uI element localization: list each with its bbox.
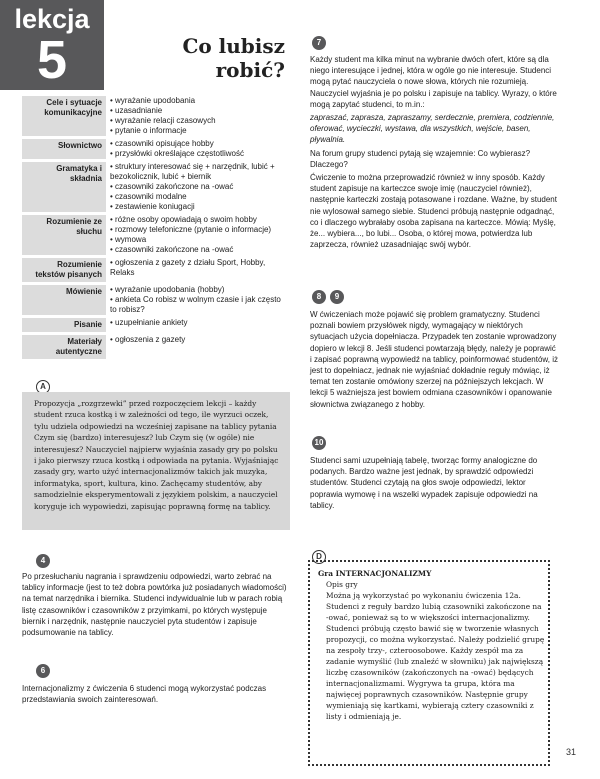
section-a-text: Propozycja „rozgrzewki” przed rozpoczęciem lekcji – każdy student rzuca kostką i w zależności od tego, ile wyrzuci oczek, tylu udziela odpowiedzi na wcześniej zapisane na tablicy pytania Czym się (bardzo) interesujesz? lub Czym się (w ogóle) nie interesujesz? Nauczyciel najpierw wyjaśnia zasady gry po polsku i jako pierwszy rzuca kostką i odpowiada na pytania. Wyjaśniając zasady gry, warto użyć internacjonalizmów takich jak muzyka, informatyka, sport, kultura, kino. Zachęcamy studentów, aby samodzielnie eksperymentowali z językiem polskim, a nauczyciel koryguje ich wypowiedzi, zapisując poprawną formę na tablicy. — [34, 399, 279, 511]
section-marker-10: 10 — [312, 436, 326, 450]
game-subtitle: Opis gry — [326, 580, 358, 589]
game-label: Gra — [318, 569, 333, 578]
objectives-item: • wyrażanie upodobania (hobby) — [110, 285, 284, 295]
objectives-row-label: Cele i sytuacje komunikacyjne — [22, 96, 106, 136]
objectives-item: • wyrażanie upodobania — [110, 96, 284, 106]
objectives-row-items — [106, 139, 284, 159]
objectives-item: • czasowniki zakończone na -ować — [110, 182, 284, 192]
objectives-item: • wyrażanie relacji czasowych — [110, 116, 284, 126]
section-marker-6: 6 — [36, 664, 50, 678]
objectives-row — [22, 139, 284, 159]
section-10-text: Studenci sami uzupełniają tabelę, tworząc formy analogiczne do podanych. Bardzo ważne jest jednak, by sprawdzić odpowiedzi studentów. Studenci czytają na głos swoje odpowiedzi, lektor poprawia wymowę i na wszelki wypadek zapisuje odpowiedzi na tablicy. — [310, 456, 538, 510]
objectives-row — [22, 285, 284, 315]
section-marker-7: 7 — [312, 36, 326, 50]
objectives-item: • czasowniki zakończone na -ować — [110, 245, 284, 255]
lesson-word: lekcja — [14, 4, 90, 34]
objectives-row-label: Mówienie — [22, 285, 106, 315]
section-8-9-text: W ćwiczeniach może pojawić się problem gramatyczny. Studenci poznali bowiem przysłówek nigdy, wymagający w niektórych sytuacjach użycia dopełniacza. Przypadek ten zostanie wprowadzony dopiero w lekcji 8. Jeśli studenci powtarzają błędy, należy je poprawić i zapisać poprawną wypowiedź na tablicy, poinformować studentów, iż jest to dopełniacz, jednak nie wyjaśniać dokładnie reguły mówiąc, iż temat ten zostanie omówiony szerzej na późniejszych lekcjach. W lekcji 5 ważniejsza jest bowiem odmiana czasowników i opanowanie słownictwa związanego z hobby. — [310, 310, 558, 409]
objectives-row-items — [106, 96, 284, 136]
title-line-1: Co lubisz — [182, 34, 285, 58]
objectives-row — [22, 215, 284, 255]
section-marker-4: 4 — [36, 554, 50, 568]
objectives-item: • ogłoszenia z gazety z działu Sport, Hobby, Relaks — [110, 258, 284, 278]
objectives-row — [22, 96, 284, 136]
objectives-row — [22, 162, 284, 212]
objectives-item: • czasowniki opisujące hobby — [110, 139, 284, 149]
game-title: INTERNACJONALIZMY — [335, 569, 432, 578]
objectives-item: • czasowniki modalne — [110, 192, 284, 202]
game-text: Można ją wykorzystać po wykonaniu ćwiczenia 12a. Studenci z reguły bardzo lubią czasowniki zakończone na -ować, ponieważ są to w większości internacjonalizmy. Studenci próbują często bawić się w tworzenie własnych propozycji, co można wykorzystać. Należy podzielić grupę na zespoły trzy-, czteroosobowe. Każdy zespół ma za zadanie wymyślić (lub znaleźć w słowniku) jak największą liczbę czasowników (zakończonych na -ować) będących internacjonalizmami. Wygrywa ta grupa, która ma najwięcej poprawnych czasowników. Następnie grupy wymieniają się kartkami, wybierają cztery czasowniki z listy i odmieniają je. — [326, 591, 545, 721]
objectives-row-items — [106, 285, 284, 315]
objectives-row — [22, 318, 284, 332]
section-marker-8: 8 — [312, 290, 326, 304]
lesson-number: 5 — [36, 30, 68, 90]
objectives-row-items — [106, 162, 284, 212]
objectives-item: • uzupełnianie ankiety — [110, 318, 284, 328]
objectives-item: • rozmowy telefoniczne (pytanie o informacje) — [110, 225, 284, 235]
objectives-row — [22, 335, 284, 359]
section-marker-a: A — [36, 380, 50, 394]
section-marker-9: 9 — [330, 290, 344, 304]
section-marker-d: D — [312, 550, 326, 564]
lesson-objectives-table — [22, 96, 284, 362]
objectives-row-items — [106, 318, 284, 332]
objectives-row-label: Rozumienie ze słuchu — [22, 215, 106, 255]
title-line-2: robić? — [215, 58, 285, 82]
objectives-row-label: Materiały autentyczne — [22, 335, 106, 359]
section-7-text-1: Każdy student ma kilka minut na wybranie dwóch ofert, które są dla niego interesujące i jednej, która w ogóle go nie interesuje. Studenci mogą pytać nauczyciela o nowe słowa, których nie rozumieją. Nauczyciel wyjaśnia je po polsku i zapisuje na tablicy. Wyrazy, o które mogą zapytać studenci, to m.in.: — [310, 55, 557, 109]
objectives-row-items — [106, 215, 284, 255]
objectives-item: • zestawienie koniugacji — [110, 202, 284, 212]
objectives-row — [22, 258, 284, 282]
page-number: 31 — [566, 747, 577, 757]
game-heading — [318, 568, 546, 579]
game-content — [318, 568, 546, 722]
section-7-words: zapraszać, zaprasza, zapraszamy, serdecznie, premiera, codziennie, oferować, wycieczki, wystawa, dla wszystkich, wejście, basen, pływalnia. — [310, 113, 555, 145]
section-7-block — [310, 54, 558, 250]
section-6-text: Internacjonalizmy z ćwiczenia 6 studenci mogą wykorzystać podczas przedstawiania swoich zainteresowań. — [22, 684, 267, 705]
objectives-item: • różne osoby opowiadają o swoim hobby — [110, 215, 284, 225]
objectives-item: • struktury interesować się + narzędnik, lubić + bezokolicznik, lubić + biernik — [110, 162, 284, 182]
objectives-item: • ankieta Co robisz w wolnym czasie i jak często to robisz? — [110, 295, 284, 315]
objectives-row-label: Pisanie — [22, 318, 106, 332]
objectives-row-label: Rozumienie tekstów pisanych — [22, 258, 106, 282]
section-4-text: Po przesłuchaniu nagrania i sprawdzeniu odpowiedzi, warto zebrać na tablicy informacje (jest to też dobra powtórka już posiadanych wiadomości) na temat narzędnika i biernika. Studenci indywidualnie lub w parach robią listę czasowników i czasowników z przyimkami, po których występuje biernik i narzędnik, następnie nauczyciel pyta studentów i zapisuje podsumowanie na tablicy. — [22, 572, 287, 638]
lesson-title — [120, 34, 285, 82]
objectives-row-label: Słownictwo — [22, 139, 106, 159]
objectives-item: • ogłoszenia z gazety — [110, 335, 284, 345]
objectives-item: • przysłówki określające częstotliwość — [110, 149, 284, 159]
section-7-text-2: Na forum grupy studenci pytają się wzajemnie: Co wybierasz? Dlaczego? — [310, 148, 531, 169]
objectives-item: • uzasadnianie — [110, 106, 284, 116]
objectives-row-label: Gramatyka i składnia — [22, 162, 106, 212]
objectives-row-items — [106, 335, 284, 359]
objectives-row-items — [106, 258, 284, 282]
objectives-item: • wymowa — [110, 235, 284, 245]
section-7-text-3: Ćwiczenie to można przeprowadzić również w inny sposób. Każdy student zapisuje na karteczce swoje imię (nauczyciel również), następnie karteczki zostają potasowane i rozdane. Ważne, by student nie wylosował samego siebie. Studenci próbują następnie odgadnąć, co i dlaczego wybrałaby osoba zapisana na karteczce. Mówią: Myślę, że... wybiera..., bo lubi... Osoba, o której mowa, potwierdza lub zaprzecza, również uzasadniając swój wybór. — [310, 173, 557, 250]
objectives-item: • pytanie o informacje — [110, 126, 284, 136]
